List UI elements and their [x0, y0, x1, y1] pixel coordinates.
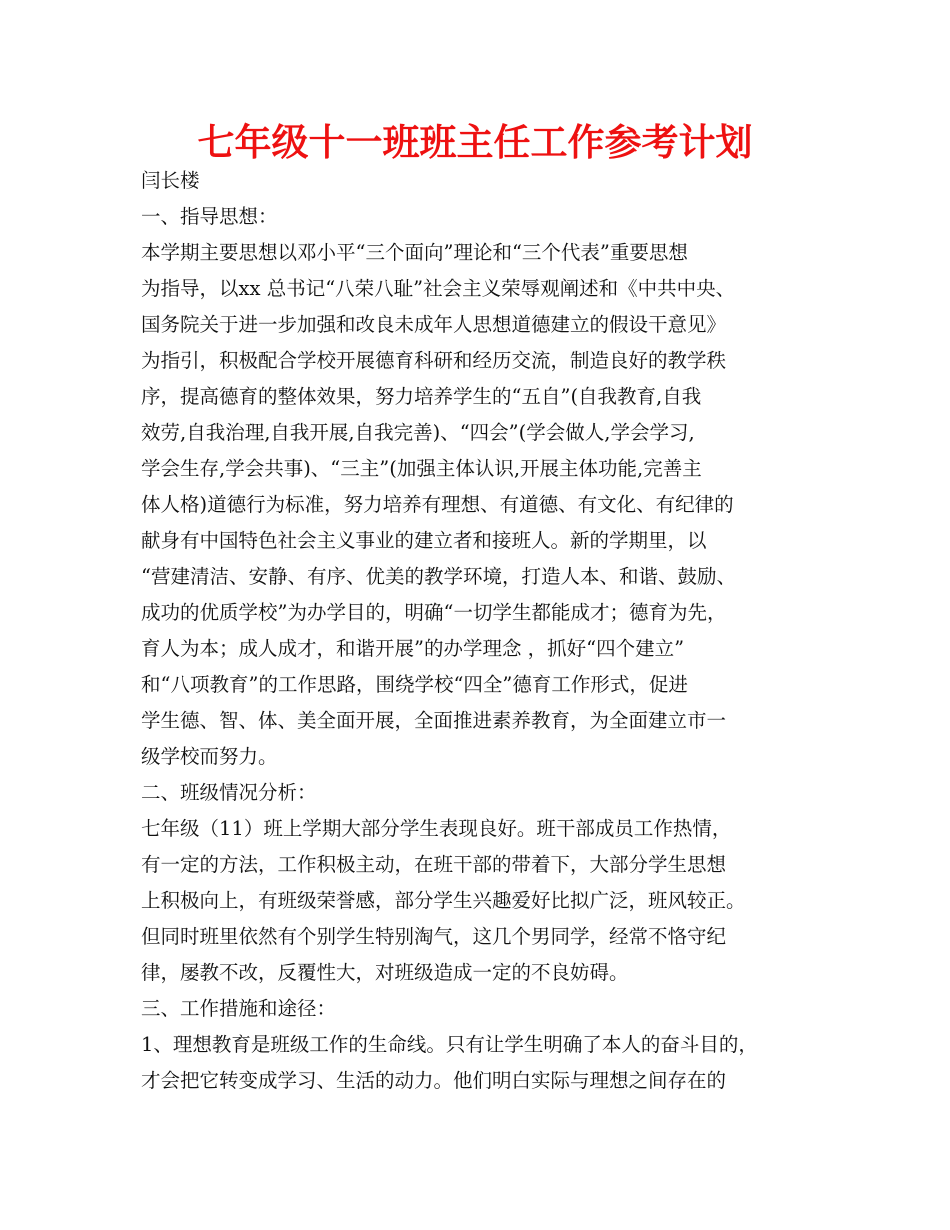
- paragraph-line: 学生德、智、体、美全面开展，全面推进素养教育，为全面建立市一: [141, 709, 727, 732]
- paragraph-line: 有一定的方法，工作积极主动，在班干部的带着下，大部分学生思想: [141, 853, 727, 876]
- paragraph-line: 级学校而努力。: [141, 745, 278, 768]
- paragraph-line: 为指引，积极配合学校开展德育科研和经历交流，制造良好的教学秩: [141, 349, 727, 372]
- paragraph-line: 序，提高德育的整体效果，努力培养学生的“五自”(自我教育,自我: [141, 385, 702, 408]
- paragraph-line: 才会把它转变成学习、生活的动力。他们明白实际与理想之间存在的: [141, 1069, 727, 1092]
- author-line: 闫长楼: [141, 169, 200, 192]
- paragraph-line: 效劳,自我治理,自我开展,自我完善)、“四会”(学会做人,学会学习,: [141, 421, 695, 444]
- document-title: 七年级十一班班主任工作参考计划: [197, 121, 753, 164]
- paragraph-line: 体人格)道德行为标准，努力培养有理想、有道德、有文化、有纪律的: [141, 493, 734, 516]
- paragraph-line: 七年级（11）班上学期大部分学生表现良好。班干部成员工作热情，: [141, 817, 732, 840]
- paragraph-line: 献身有中国特色社会主义事业的建立者和接班人。新的学期里，以: [141, 529, 707, 552]
- paragraph-line: 上积极向上，有班级荣誉感，部分学生兴趣爱好比拟广泛，班风较正。: [141, 889, 746, 912]
- section-heading-class-analysis: 二、班级情况分析：: [141, 781, 317, 804]
- paragraph-line: 和“八项教育”的工作思路，围绕学校“四全”德育工作形式，促进: [141, 673, 688, 696]
- paragraph-line: 但同时班里依然有个别学生特别淘气，这几个男同学，经常不恪守纪: [141, 925, 727, 948]
- paragraph-line: 国务院关于进一步加强和改良未成年人思想道德建立的假设干意见》: [141, 313, 727, 336]
- paragraph-line: 为指导，以xx 总书记“八荣八耻”社会主义荣辱观阐述和《中共中央、: [141, 277, 736, 300]
- paragraph-line: “营建清洁、安静、有序、优美的教学环境，打造人本、和谐、鼓励、: [141, 565, 736, 588]
- paragraph-line: 成功的优质学校”为办学目的，明确“一切学生都能成才；德育为先，: [141, 601, 727, 624]
- paragraph-line: 律，屡教不改，反覆性大，对班级造成一定的不良妨碍。: [141, 961, 629, 984]
- paragraph-line: 1、理想教育是班级工作的生命线。只有让学生明确了本人的奋斗目的，: [141, 1033, 758, 1056]
- paragraph-line: 学会生存,学会共事)、“三主”(加强主体认识,开展主体功能,完善主: [141, 457, 702, 480]
- paragraph-line: 育人为本；成人成才，和谐开展”的办学理念 ，抓好“四个建立”: [141, 637, 685, 660]
- document-body: [141, 163, 831, 1099]
- paragraph-line: 本学期主要思想以邓小平“三个面向”理论和“三个代表”重要思想: [141, 241, 688, 264]
- section-heading-measures: 三、工作措施和途径：: [141, 997, 337, 1020]
- section-heading-guiding-thought: 一、指导思想：: [141, 205, 278, 228]
